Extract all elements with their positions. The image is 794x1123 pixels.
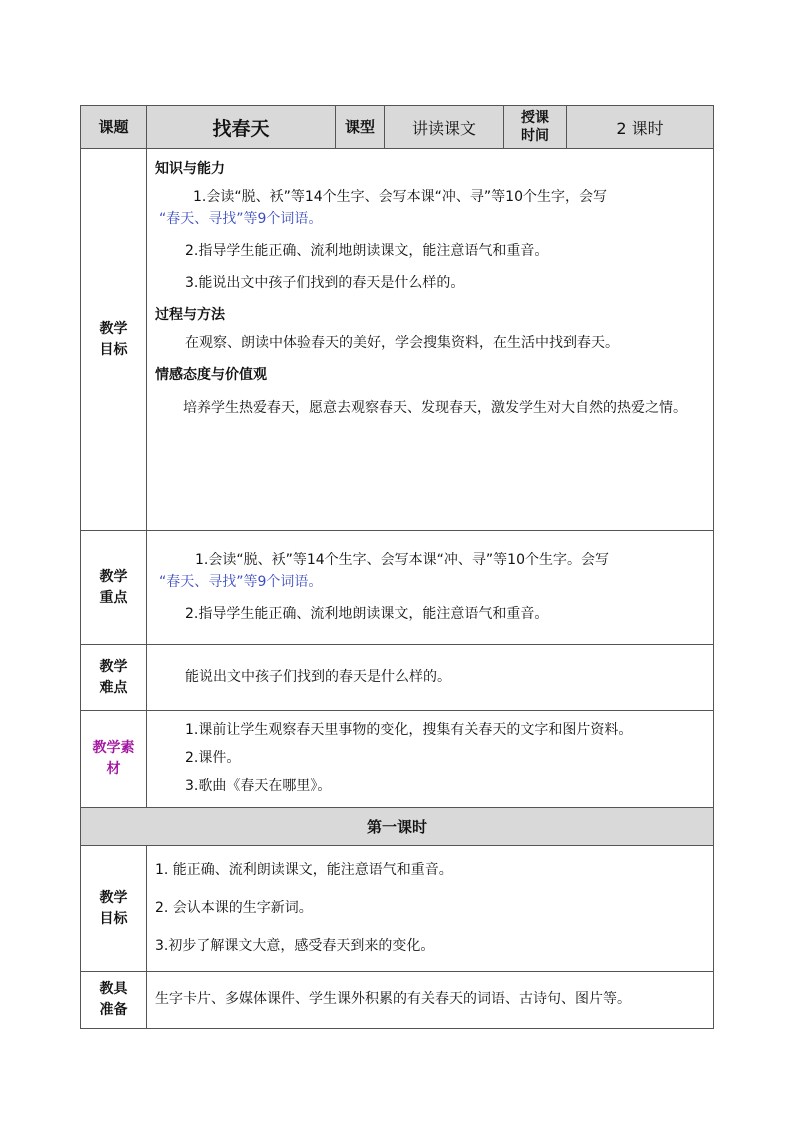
type-label: 课型 — [336, 106, 385, 149]
lesson1-goal-3: 3.初步了解课文大意，感受春天到来的变化。 — [155, 937, 435, 954]
emotion-heading: 情感态度与价值观 — [155, 367, 267, 383]
materials-row — [81, 711, 714, 808]
knowledge-item-3: 3.能说出文中孩子们找到的春天是什么样的。 — [185, 275, 465, 291]
difficulty-row — [81, 645, 714, 711]
keypoint-item-1a: 1.会读“脱、袄”等14个生字、会写本课“冲、寻”等10个生字。会写 — [195, 551, 609, 568]
keypoints-label: 教学重点 — [81, 531, 147, 645]
materials-content — [147, 711, 714, 808]
material-item-1: 1.课前让学生观察春天里事物的变化，搜集有关春天的文字和图片资料。 — [185, 722, 633, 738]
knowledge-item-1b: “春天、寻找”等9个词语。 — [159, 211, 323, 227]
process-heading: 过程与方法 — [155, 307, 225, 323]
topic-label: 课题 — [81, 106, 147, 149]
lesson1-goals-row — [81, 846, 714, 972]
lesson1-prep-row — [81, 972, 714, 1029]
objectives-row — [81, 149, 714, 531]
header-row — [81, 106, 714, 149]
difficulty-label: 教学难点 — [81, 645, 147, 711]
lesson1-goal-1: 1. 能正确、流利朗读课文，能注意语气和重音。 — [155, 861, 453, 878]
keypoints-row — [81, 531, 714, 645]
process-text: 在观察、朗读中体验春天的美好，学会搜集资料，在生活中找到春天。 — [185, 335, 619, 351]
lesson-type: 讲读课文 — [385, 106, 504, 149]
lesson1-heading-row — [81, 808, 714, 846]
emotion-text: 培养学生热爱春天，愿意去观察春天、发现春天，激发学生对大自然的热爱之情。 — [183, 400, 687, 416]
keypoint-item-2: 2.指导学生能正确、流利地朗读课文，能注意语气和重音。 — [185, 605, 549, 622]
lesson1-prep-label: 教具准备 — [81, 972, 147, 1029]
keypoints-content — [147, 531, 714, 645]
time-label: 授课时间 — [504, 106, 567, 149]
lesson1-heading: 第一课时 — [81, 808, 714, 846]
knowledge-item-2: 2.指导学生能正确、流利地朗读课文，能注意语气和重音。 — [185, 243, 549, 259]
knowledge-heading: 知识与能力 — [155, 161, 225, 177]
lesson1-goal-2: 2. 会认本课的生字新词。 — [155, 899, 313, 916]
lesson-plan-table — [80, 105, 714, 1029]
lesson-title: 找春天 — [147, 106, 336, 149]
keypoint-item-1b: “春天、寻找”等9个词语。 — [159, 573, 323, 590]
objectives-content — [147, 149, 714, 531]
knowledge-item-1a: 1.会读“脱、袄”等14个生字、会写本课“冲、寻”等10个生字，会写 — [193, 189, 607, 205]
difficulty-text: 能说出文中孩子们找到的春天是什么样的。 — [147, 645, 714, 711]
lesson-duration: 2 课时 — [567, 106, 714, 149]
materials-label: 教学素材 — [81, 711, 147, 808]
lesson1-prep-text: 生字卡片、多媒体课件、学生课外积累的有关春天的词语、古诗句、图片等。 — [147, 972, 714, 1029]
lesson1-goals-label: 教学目标 — [81, 846, 147, 972]
material-item-3: 3.歌曲《春天在哪里》。 — [185, 778, 332, 794]
objectives-label: 教学目标 — [81, 149, 147, 531]
lesson1-goals-content — [147, 846, 714, 972]
material-item-2: 2.课件。 — [185, 750, 241, 766]
